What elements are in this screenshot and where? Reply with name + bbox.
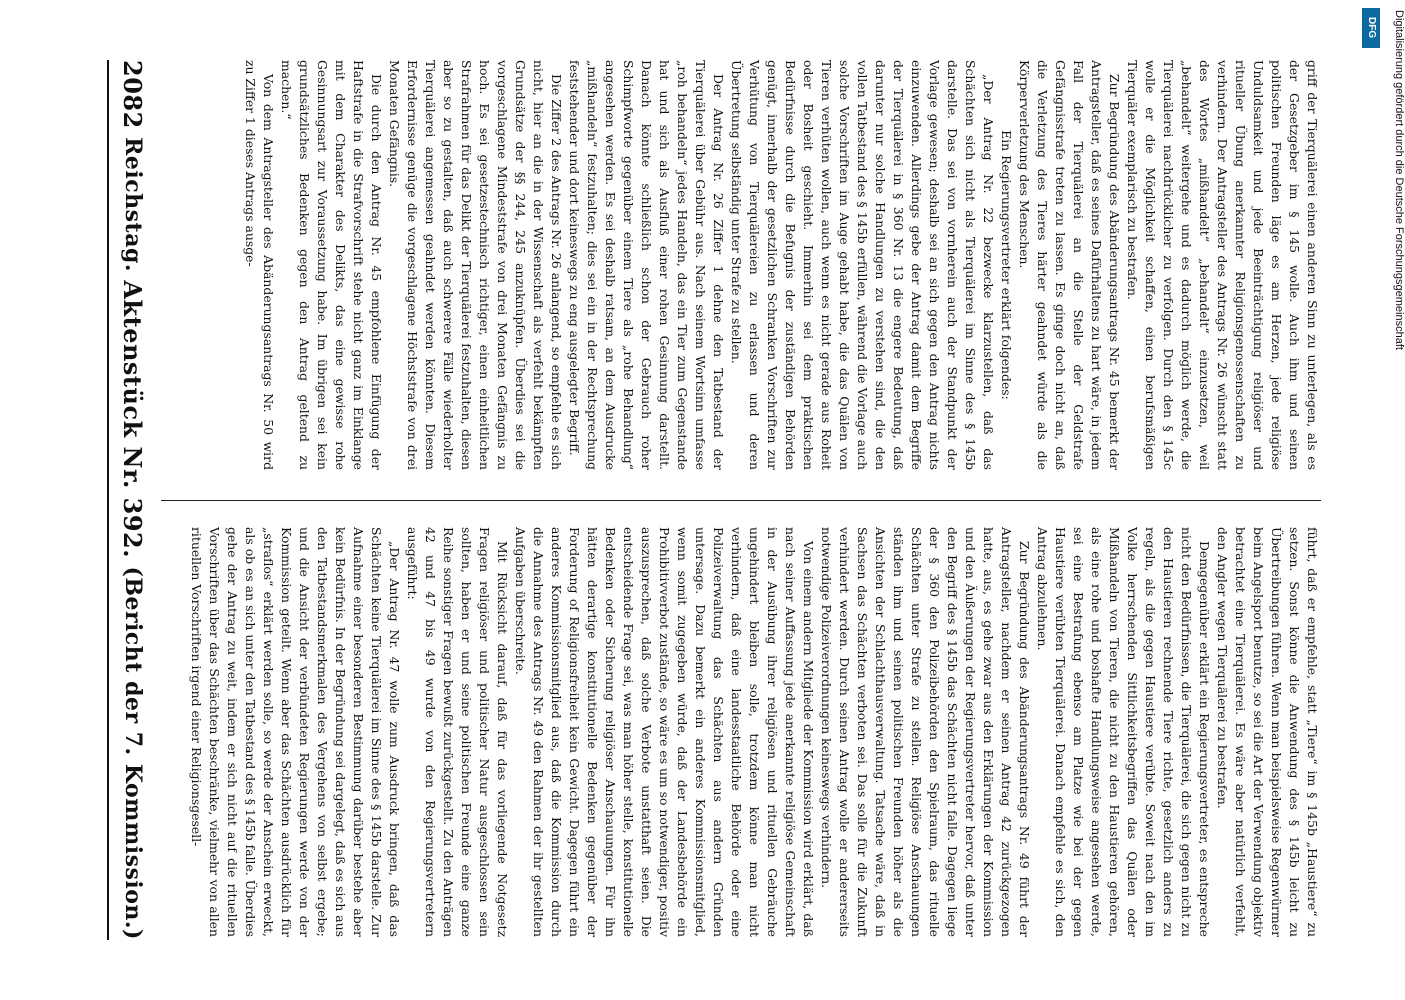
header-center-title: Aktenstück Nr. 392.	[118, 280, 148, 559]
paragraph: Zur Begründung des Abänderungsantrags Nr. 45 bemerkt der Antragsteller, daß es seines Dafürhaltens zu hart wäre, in jedem Fall der Tierquälerei an die Stelle der Geldstrafe Gefängnisstrafe treten zu lassen. Es ginge doch nicht an, daß die Verletzung des Tieres härter geahndet würde als die Körperverletzung des Menschen.	[1017, 60, 1122, 470]
right-column	[161, 527, 1321, 937]
header-left-title: Reichstag.	[120, 137, 146, 273]
paragraph: griff der Tierquälerei einen anderen Sinn zu unterlegen, als es der Gesetzgeber im § 145 wolle. Auch ihm und seinen politischen Freunden läge es am Herzen, jede religiöse Unduldsamkeit und jede Beeinträchtigung religiöser und ritueller Übung anerkannter Religionsgenossenschaften zu verhindern. Der Antragsteller des Antrags Nr. 26 wünscht statt des Wortes „mißhandelt“ „behandelt“ einzusetzen, weil „behandelt“ weitergehe und es dadurch möglich werde, die Tierquälerei nachdrücklicher zu verfolgen. Durch den § 145c wolle er die Möglichkeit schaffen, einen berufsmäßigen Tierquäler exemplarisch zu bestrafen.	[1125, 60, 1320, 470]
header-right-title: (Bericht der 7. Kommission.)	[120, 566, 146, 940]
left-column	[161, 60, 1321, 470]
column-divider	[161, 500, 1321, 501]
page-header	[113, 60, 153, 940]
page-number: 2082	[118, 60, 148, 129]
paragraph: Zur Begründung des Abänderungsantrags Nr. 49 führt der Antragsteller, nachdem er seinen Antrag 42 zurückgezogen hatte, aus, es gehe zwar aus den Erklärungen der Kommission und den Äußerungen der Regierungsvertreter hervor, daß unter den Begriff des § 145b das Schächten nicht falle. Dagegen liege der § 360 den Polizeibehörden den Spielraum, das rituelle Schächten unter Strafe zu stellen. Religiöse Anschauungen ständen ihm und seinen politischen Freunden höher als die Ansichten der Schlachthausverwaltung. Tatsache wäre, daß in Sachsen das Schächten verboten sei. Das solle für die Zukunft verhindert werden. Durch seinen Antrag wolle er andererseits notwendige Polizeiverordnungen keineswegs verhindern.	[819, 527, 1032, 937]
paragraph: „Der Antrag Nr. 22 bezwecke klarzustellen, daß das Schächten sich nicht als Tierquälerei im Sinne des § 145b darstelle. Das sei von vornherein auch der Standpunkt der Vorlage gewesen; deshalb sei an sich gegen den Antrag nichts einzuwenden. Allerdings gebe der Antrag damit dem Begriffe der Tierquälerei in § 360 Nr. 13 die engere Bedeutung, daß darunter nur solche Handlungen zu verstehen sind, die den vollen Tatbestand des § 145b erfüllen, während die Vorlage auch solche Vorschriften im Auge gehabt habe, die das Quälen von Tieren verhüten wollen, auch wenn es nicht gerade aus Roheit oder Bosheit geschieht. Immerhin sei dem praktischen Bedürfnisse durch die Befugnis der zuständigen Behörden genügt, innerhalb der gesetzlichen Schranken Vorschriften zur Verhütung von Tierquälereien zu erlassen und deren Übertretung selbständig unter Strafe zu stellen.	[729, 60, 996, 470]
digitization-note: Digitalisierung gefördert durch die Deutsche Forschungsgemeinschaft	[1393, 10, 1405, 350]
paragraph: Die durch den Antrag Nr. 45 empfohlene Einfügung der Haftstrafe in die Strafvorschrift stehe nicht ganz im Einklange mit dem Charakter des Delikts, das eine gewisse rohe Gesinnungsart zur Voraussetzung habe. Im übrigen sei kein grundsätzliches Bedenken gegen den Antrag geltend zu machen.“	[279, 60, 384, 470]
paragraph: Von einem andern Mitgliede der Kommission wird erklärt, daß nach seiner Auffassung jede anerkannte religiöse Gemeinschaft in der Ausübung ihrer religiösen und rituellen Gebräuche ungehindert bleiben solle, trotzdem könne man nicht verhindern, daß eine landesstaatliche Behörde oder eine Polizeiverwaltung das Schächten aus andern Gründen untersage. Dazu bemerkt ein anderes Kommissionsmitglied, wenn somit zugegeben würde, daß der Landesbehörde ein Prohibitivverbot zustände, so wäre es um so notwendiger, positiv auszusprechen, daß solche Verbote unstatthaft seien. Die entscheidende Frage sei, was man höher stelle, konstitutionelle Bedenken oder Sicherung religiöser Anschauungen. Für ihn hätten derartige konstitutionelle Bedenken gegenüber der Forderung of Religionsfreiheit kein Gewicht. Dagegen führt ein anderes Kommissionsmitglied aus, daß die Kommission durch die Annahme des Antrags Nr. 49 den Rahmen der ihr gestellten Aufgaben überschreite.	[513, 527, 816, 938]
paragraph: Der Antrag Nr. 26 Ziffer 1 dehne den Tatbestand der Tierquälerei über Gebühr aus. Nach seinem Wortsinn umfasse „roh behandeln“ jedes Handeln, das ein Tier zum Gegenstande hat und sich als Ausfluß einer rohen Gesinnung darstellt. Danach könnte schließlich schon der Gebrauch roher Schimpfworte gegenüber einem Tiere als „rohe Behandlung“ angesehen werden. Es sei deshalb ratsam, an dem Ausdrucke „mißhandeln“ festzuhalten; dies sei ein in der Rechtsprechung feststehender und dort keineswegs zu eng ausgelegter Begriff.	[567, 60, 726, 470]
paragraph: Von dem Antragsteller des Abänderungsantrags Nr. 50 wird zu Ziffer 1 dieses Antrags ausge-	[243, 60, 276, 470]
paragraph: führt, daß er empfehle, statt „Tiere“ im § 145b „Haustiere“ zu setzen. Sonst könne die Anwendung des § 145b leicht zu Übertreibungen führen. Wenn man beispielsweise Regenwürmer beim Angelsport benutze, so sei die Art der Verwendung objektiv betrachtet eine Tierquälerei. Es wäre aber natürlich verfehlt, den Angler wegen Tierquälerei zu bestrafen.	[1215, 527, 1320, 937]
paragraph: Mit Rücksicht darauf, daß für das vorliegende Notgesetz Fragen religiöser und politischer Natur ausgeschlossen sein sollten, haben er und seine politischen Freunde eine ganze Reihe sonstiger Fragen bewußt zurückgestellt. Zu den Anträgen 42 und 47 bis 49 wurde von den Regierungsvertretern ausgeführt:	[405, 527, 510, 937]
header-rule	[107, 60, 109, 940]
paragraph: Ein Regierungsvertreter erklärt folgendes:	[999, 130, 1014, 400]
dfg-logo: DFG	[1362, 8, 1380, 48]
paragraph: „Der Antrag Nr. 47 wolle zum Ausdruck bringen, daß das Schächten keine Tierquälerei im Sinne des § 145b darstelle. Zur Aufnahme einer besonderen Bestimmung darüber bestehe aber kein Bedürfnis. In der Begründung sei dargelegt, daß es sich aus den Tatbestandsmerkmalen des Vergehens von selbst ergebe; und die Ansicht der verbündeten Regierungen werde von der Kommission geteilt. Wenn aber das Schächten ausdrücklich für „straflos“ erklärt werden solle, so werde der Anschein erweckt, als ob es an sich unter den Tatbestand des § 145b falle. Überdies gehe der Antrag zu weit, indem er sich nicht auf die rituellen Vorschriften über das Schächten beschränke, vielmehr von allen rituellen Vorschriften irgend einer Religionsgesell-	[189, 527, 402, 937]
paragraph: Demgegenüber erklärt ein Regierungsvertreter, es entspreche nicht den Bedürfnissen, die Tierquälerei, die sich gegen nicht zu den Haustieren rechnende Tiere richte, gesetzlich anders zu regeln, als die gegen Haustiere verübte. Soweit nach den im Volke herrschenden Sittlichkeitsbegriffen das Quälen oder Mißhandeln von Tieren, die nicht zu den Haustieren gehören, als eine rohe und boshafte Handlungsweise angesehen werde, sei eine Bestrafung ebenso am Platze wie bei der gegen Haustiere verübten Tierquälerei. Danach empfehle es sich, den Antrag abzulehnen.	[1035, 527, 1212, 937]
paragraph: Die Ziffer 2 des Antrags Nr. 26 anlangend, so empfehle es sich nicht, hier an die in der Wissenschaft als verfehlt bekämpften Grundsätze der §§ 244, 245 anzuknüpfen. Überdies sei die vorgeschlagene Mindeststrafe von drei Monaten Gefängnis zu hoch. Es sei gesetzestechnisch richtiger, einen einheitlichen Strafrahmen für das Delikt der Tierquälerei festzuhalten, diesen aber so zu gestalten, daß auch schwerere Fälle wiederholter Tierquälerei angemessen geahndet werden könnten. Diesem Erfordernisse genüge die vorgeschlagene Höchststrafe von drei Monaten Gefängnis.	[387, 60, 564, 470]
